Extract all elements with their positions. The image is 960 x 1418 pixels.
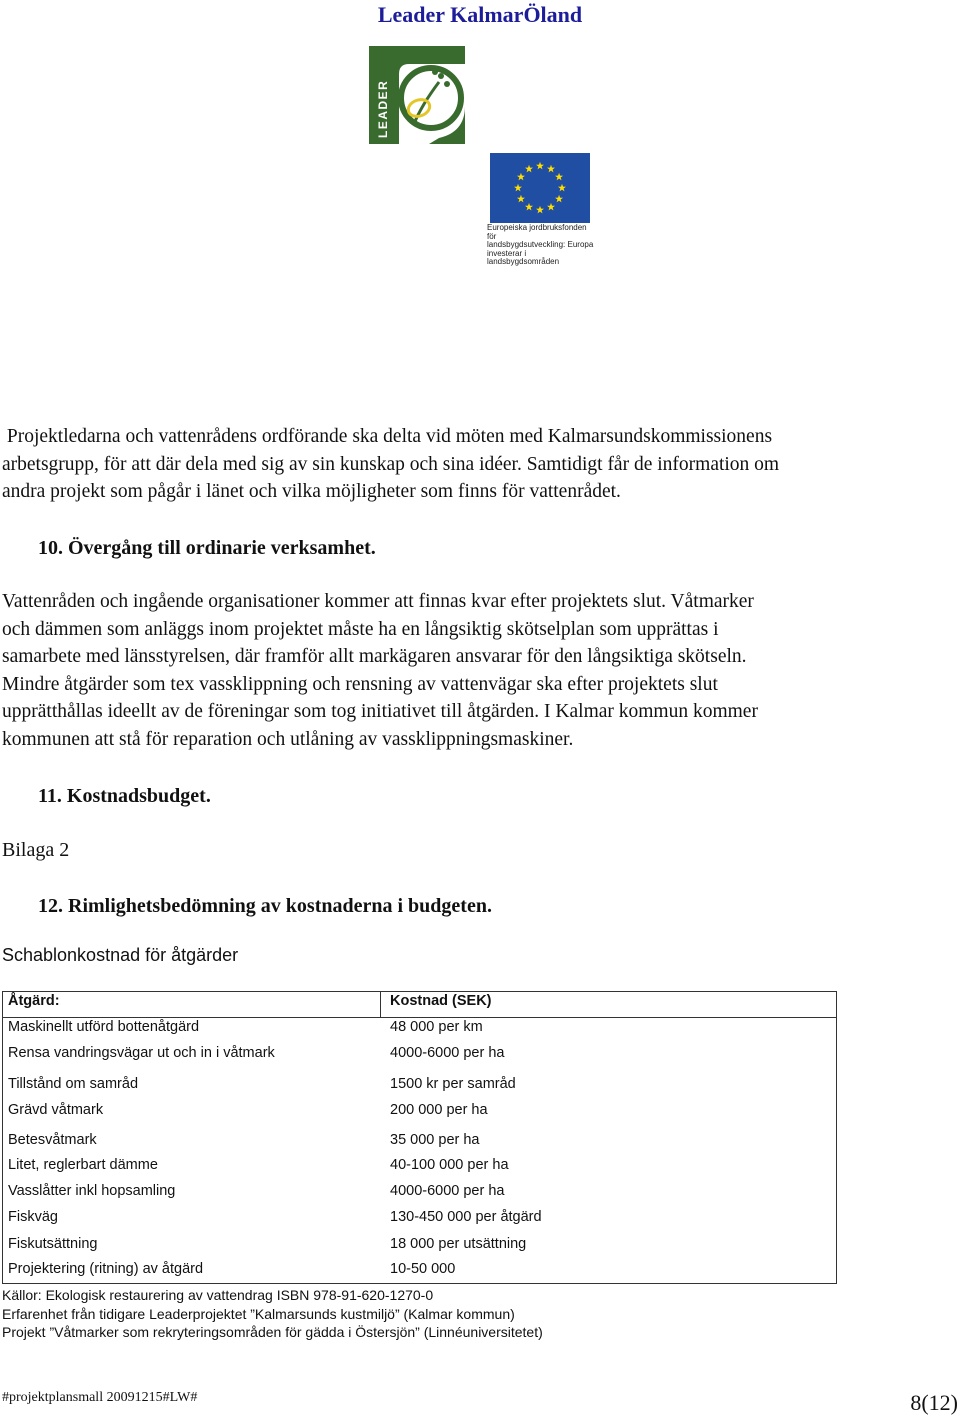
table-cell-action: Tillstånd om samråd — [8, 1076, 139, 1092]
text-line: andra projekt som pågår i länet och vilka möjligheter som finns för vattenrådet. — [2, 481, 621, 502]
table-cell-cost: 40-100 000 per ha — [390, 1157, 509, 1173]
table-cell-cost: 35 000 per ha — [390, 1132, 480, 1148]
page-number: 8(12) — [910, 1390, 958, 1415]
table-cell-cost: 10-50 000 — [390, 1261, 456, 1277]
page-header-title: Leader KalmarÖland — [377, 2, 583, 27]
table-cell-action: Grävd våtmark — [8, 1102, 104, 1118]
eu-caption-line: Europeiska jordbruksfonden för — [487, 223, 587, 241]
footer-template-id: #projektplansmall 20091215#LW# — [2, 1390, 198, 1405]
table-cell-cost: 200 000 per ha — [390, 1102, 488, 1118]
table-cell-action: Maskinellt utförd bottenåtgärd — [8, 1019, 200, 1035]
table-cell-cost: 4000-6000 per ha — [390, 1183, 505, 1199]
intro-paragraph — [2, 423, 957, 506]
leader-logo-text: LEADER — [376, 79, 390, 138]
eu-caption-line: landsbygdsutveckling: Europa — [487, 240, 594, 249]
table-header-action: Åtgärd: — [8, 993, 60, 1009]
section-12-heading: 12. Rimlighetsbedömning av kostnaderna i budgeten. — [38, 895, 492, 917]
table-cell-action: Rensa vandringsvägar ut och in i våtmark — [8, 1045, 275, 1061]
table-cell-action: Litet, reglerbart dämme — [8, 1157, 158, 1173]
text-line: arbetsgrupp, för att där dela med sig av sin kunskap och sina idéer. Samtidigt får de information om — [2, 453, 780, 475]
text-line: och dämmen som anläggs inom projektet måste ha en långsiktig skötselplan som upprättas i — [2, 618, 719, 640]
table-cell-cost: 1500 kr per samråd — [390, 1076, 516, 1092]
table-cell-action: Betesvåtmark — [8, 1132, 97, 1148]
source-line: Erfarenhet från tidigare Leaderprojektet ”Kalmarsunds kustmiljö” (Kalmar kommun) — [2, 1306, 515, 1322]
text-line: kommunen att stå för reparation och utlåning av vassklippningsmaskiner. — [2, 728, 574, 750]
eu-caption-line: investerar i landsbygdsområden — [487, 248, 560, 266]
text-line: samarbete med länsstyrelsen, där framför allt markägaren ansvarar för den långsiktiga skötseln. — [2, 646, 747, 667]
table-caption: Schablonkostnad för åtgärder — [2, 945, 239, 965]
table-header-cost: Kostnad (SEK) — [390, 993, 492, 1009]
section-11-heading: 11. Kostnadsbudget. — [38, 785, 211, 807]
table-cell-action: Fiskväg — [8, 1209, 58, 1225]
section-10-body — [2, 588, 957, 753]
source-line: Källor: Ekologisk restaurering av vattendrag ISBN 978-91-620-1270-0 — [2, 1287, 434, 1303]
source-line: Projekt ”Våtmarker som rekryteringsområden för gädda i Östersjön” (Linnéuniversitetet) — [2, 1324, 543, 1340]
table-cell-action: Vasslåtter inkl hopsamling — [8, 1183, 176, 1199]
bilaga-label: Bilaga 2 — [2, 839, 70, 861]
table-cell-action: Fiskutsättning — [8, 1236, 98, 1252]
table-cell-cost: 18 000 per utsättning — [390, 1236, 527, 1252]
text-line: upprätthållas ideellt av de föreningar som tog initiativet till åtgärden. I Kalmar kommun kommer — [2, 701, 758, 722]
eu-flag-logo — [490, 153, 590, 223]
text-line: Mindre åtgärder som tex vassklippning och rensning av vattenvägar ska efter projektets slut — [2, 673, 718, 695]
eu-logo-caption — [487, 224, 597, 267]
text-line: Vattenråden och ingående organisationer kommer att finnas kvar efter projektets slut. Våtmarker — [2, 591, 754, 612]
table-column-divider — [380, 991, 381, 1018]
table-cell-cost: 130-450 000 per åtgärd — [390, 1209, 542, 1225]
table-cell-cost: 4000-6000 per ha — [390, 1045, 505, 1061]
table-cell-action: Projektering (ritning) av åtgärd — [8, 1261, 204, 1277]
leader-logo — [369, 46, 465, 144]
text-line: Projektledarna och vattenrådens ordförande ska delta vid möten med Kalmarsundskommissionens — [2, 426, 773, 447]
section-10-heading: 10. Övergång till ordinarie verksamhet. — [38, 537, 376, 559]
table-cell-cost: 48 000 per km — [390, 1019, 483, 1035]
